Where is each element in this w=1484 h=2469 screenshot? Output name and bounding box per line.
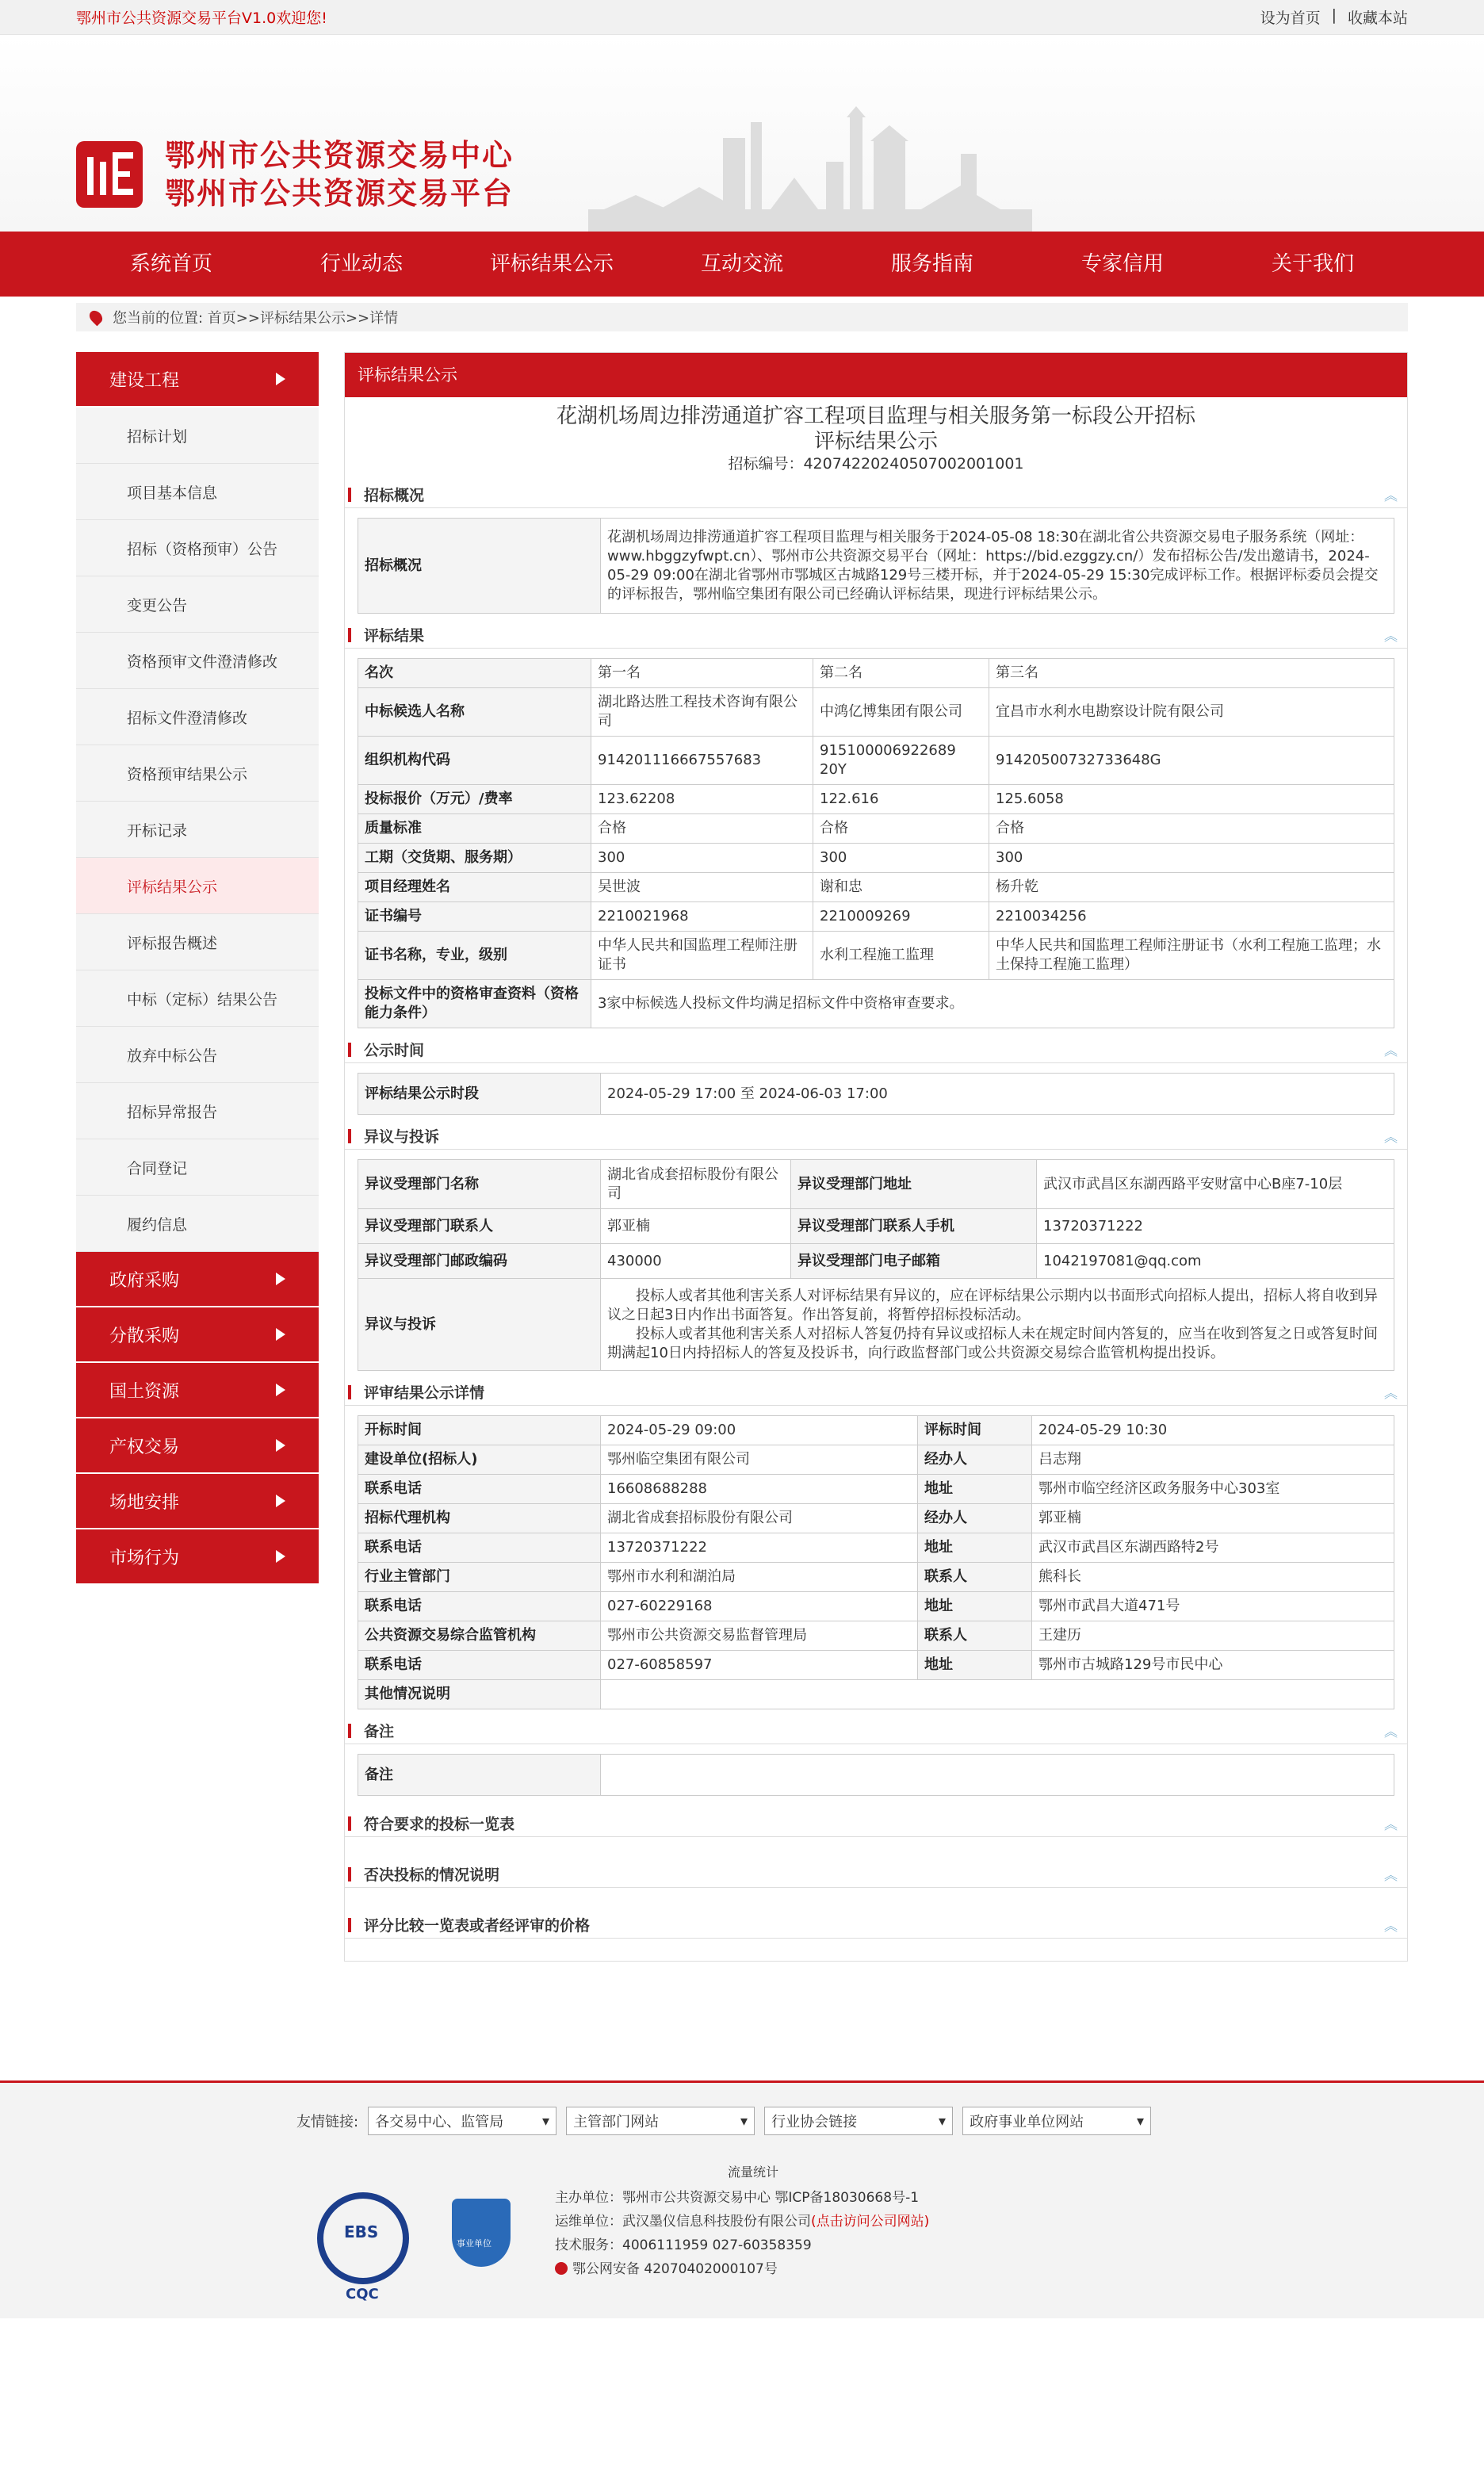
collapse-icon[interactable]: ︽: [1384, 1724, 1398, 1740]
sidebar-category[interactable]: 政府采购: [76, 1252, 319, 1307]
nav-expert-credit[interactable]: 专家信用: [1080, 252, 1164, 276]
result-cell: 合格: [813, 814, 989, 844]
detail-label: 地址: [918, 1475, 1032, 1504]
period-table: 评标结果公示时段 2024-05-29 17:00 至 2024-06-03 17:00: [358, 1073, 1394, 1115]
result-cell: 湖北路达胜工程技术咨询有限公司: [591, 688, 813, 737]
detail-value: 027-60858597: [601, 1651, 918, 1680]
sidebar-category[interactable]: 国土资源: [76, 1363, 319, 1418]
site-title-2: 鄂州市公共资源交易平台: [165, 176, 514, 211]
bookmark-link[interactable]: 收藏本站: [1347, 10, 1408, 27]
detail-value: 2024-05-29 09:00: [601, 1416, 918, 1445]
collapse-icon[interactable]: ︽: [1384, 1817, 1398, 1833]
arrow-right-icon: [276, 1439, 285, 1452]
result-label: 组织机构代码: [358, 737, 591, 785]
sidebar-item[interactable]: 放弃中标公告: [76, 1027, 319, 1083]
traffic-stats-link[interactable]: 流量统计: [728, 2165, 779, 2180]
detail-row: [358, 1475, 1394, 1504]
sidebar-category[interactable]: 产权交易: [76, 1418, 319, 1474]
detail-value: 鄂州市武昌大道471号: [1032, 1592, 1394, 1621]
result-cell: 300: [989, 844, 1394, 873]
result-cell: 125.6058: [989, 785, 1394, 814]
content-header: 评标结果公示: [345, 353, 1407, 397]
detail-label: 行业主管部门: [358, 1563, 601, 1592]
qual-text: 3家中标候选人投标文件均满足招标文件中资格审查要求。: [591, 980, 1394, 1028]
detail-label: 公共资源交易综合监管机构: [358, 1621, 601, 1651]
chevron-down-icon: ▾: [542, 2112, 550, 2130]
section-detail[interactable]: 评审结果公示详情 ︽: [345, 1379, 1407, 1406]
objection-table: 异议受理部门名称 湖北省成套招标股份有限公司 异议受理部门地址 武汉市武昌区东湖西路平安财富中心B座7-10层 异议受理部门联系人 郭亚楠 异议受理部门联系人手机 13720371222 异议受理部门邮政编码 430000 异议受理部门电子邮箱 1042197081@qq.com 异议与投诉 投标人或者其他利害关系人对评标结果有异议的，应在评标结果公示期内以书面形式向招标人提出，招标人将自收到异议之日起3日内作出书面答复。作出答复前，将暂停招标投标活动。 投标人或者其他利害关系人对招标人答复仍持有异议或招标人未在规定时间内答复的，应当在收到答复之日或答复时间期满起10日内持招标人的答复及投诉书，向行政监督部门或公共资源交易综合监管机构提出投诉。: [358, 1159, 1394, 1371]
sidebar-category[interactable]: 分散采购: [76, 1307, 319, 1363]
section-remark[interactable]: 备注 ︽: [345, 1717, 1407, 1744]
section-period[interactable]: 公示时间 ︽: [345, 1036, 1407, 1063]
detail-label: 联系电话: [358, 1592, 601, 1621]
breadcrumb-text[interactable]: 您当前的位置: 首页>>评标结果公示>>详情: [113, 310, 399, 327]
detail-label: 经办人: [918, 1504, 1032, 1533]
cqc-ebs-badge-icon[interactable]: EBS CQC: [317, 2192, 409, 2284]
result-cell: 吴世波: [591, 873, 813, 902]
qual-label: 投标文件中的资格审查资料（资格能力条件）: [358, 980, 591, 1028]
section-objection[interactable]: 异议与投诉 ︽: [345, 1123, 1407, 1150]
detail-label: 经办人: [918, 1445, 1032, 1475]
sidebar: [76, 352, 319, 1962]
result-row: [358, 688, 1394, 737]
logo-mark-icon: [76, 141, 143, 208]
detail-row: [358, 1621, 1394, 1651]
select-industry-links[interactable]: 行业协会链接 ▾: [764, 2107, 953, 2135]
section-overview[interactable]: 招标概况 ︽: [345, 481, 1407, 508]
remark-table: 备注: [358, 1754, 1394, 1796]
sidebar-item[interactable]: 履约信息: [76, 1196, 319, 1252]
detail-label: 联系电话: [358, 1651, 601, 1680]
sidebar-item[interactable]: 招标异常报告: [76, 1083, 319, 1139]
result-cell: 宜昌市水利水电勘察设计院有限公司: [989, 688, 1394, 737]
overview-table: 招标概况 花湖机场周边排涝通道扩容工程项目监理与相关服务于2024-05-08 18:30在湖北省公共资源交易电子服务系统（网址：www.hbggzyfwpt.cn）、鄂州市公共资源交易平台（网址：https://bid.ezggzy.cn/）发布招标公告/发出邀请书，2024-05-29 09:00在湖北省鄂州市鄂城区古城路129号三楼开标，并于2024-05-29 15:30完成评标工作。根据评标委员会提交的评标报告，鄂州临空集团有限公司已经确认评标结果，现进行评标结果公示。: [358, 518, 1394, 614]
police-record[interactable]: 鄂公网安备 42070402000107号: [572, 2261, 778, 2277]
arrow-right-icon: [276, 1273, 285, 1285]
result-label: 证书编号: [358, 902, 591, 932]
section-result[interactable]: 评标结果 ︽: [345, 622, 1407, 649]
site-logo[interactable]: [76, 136, 514, 212]
result-cell: 谢和忠: [813, 873, 989, 902]
result-label: 工期（交货期、服务期）: [358, 844, 591, 873]
result-row: [358, 873, 1394, 902]
separator: |: [1331, 6, 1337, 24]
welcome-text: 鄂州市公共资源交易平台V1.0欢迎您!: [76, 10, 327, 27]
result-cell: 第三名: [989, 659, 1394, 688]
city-skyline-icon: [588, 106, 1032, 232]
section-bid-list[interactable]: 符合要求的投标一览表 ︽: [345, 1810, 1407, 1837]
main-nav: [0, 232, 1484, 297]
result-label: 投标报价（万元）/费率: [358, 785, 591, 814]
result-cell: 第一名: [591, 659, 813, 688]
result-cell: 杨升乾: [989, 873, 1394, 902]
other-value: [601, 1680, 1394, 1709]
footer: [0, 2080, 1484, 2318]
nav-bid-results[interactable]: 评标结果公示: [489, 252, 614, 276]
collapse-icon[interactable]: ︽: [1384, 629, 1398, 645]
detail-value: 16608688288: [601, 1475, 918, 1504]
result-cell: 中华人民共和国监理工程师注册证书: [591, 932, 813, 980]
overview-text: 花湖机场周边排涝通道扩容工程项目监理与相关服务于2024-05-08 18:30在湖北省公共资源交易电子服务系统（网址：www.hbggzyfwpt.cn）、鄂州市公共资源交易平台（网址：https://bid.ezggzy.cn/）发布招标公告/发出邀请书，2024-05-29 09:00在湖北省鄂州市鄂城区古城路129号三楼开标，并于2024-05-29 15:30完成评标工作。根据评标委员会提交的评标报告，鄂州临空集团有限公司已经确认评标结果，现进行评标结果公示。: [601, 519, 1394, 614]
result-cell: 第二名: [813, 659, 989, 688]
collapse-icon[interactable]: ︽: [1384, 1868, 1398, 1884]
arrow-right-icon: [276, 1550, 285, 1563]
notice-subtitle: 评标结果公示: [813, 430, 938, 454]
result-cell: 91420111666755768​3: [591, 737, 813, 785]
public-institution-badge-icon[interactable]: 事业单位: [452, 2199, 511, 2267]
result-cell: 2210034256: [989, 902, 1394, 932]
chevron-down-icon: ▾: [1137, 2112, 1145, 2130]
detail-label: 联系人: [918, 1563, 1032, 1592]
collapse-icon[interactable]: ︽: [1384, 1043, 1398, 1059]
result-row: [358, 814, 1394, 844]
result-label: 质量标准: [358, 814, 591, 844]
result-row: [358, 785, 1394, 814]
collapse-icon[interactable]: ︽: [1384, 1386, 1398, 1402]
detail-label: 评标时间: [918, 1416, 1032, 1445]
result-label: 项目经理姓名: [358, 873, 591, 902]
detail-value: 王建历: [1032, 1621, 1394, 1651]
sidebar-item[interactable]: 招标计划: [76, 408, 319, 464]
detail-value: 13720371222: [601, 1533, 918, 1563]
detail-label: 联系人: [918, 1621, 1032, 1651]
police-badge-icon: [555, 2262, 568, 2275]
result-cell: 2210009269: [813, 902, 989, 932]
result-cell: 123.62208: [591, 785, 813, 814]
result-cell: 合格: [591, 814, 813, 844]
sidebar-item[interactable]: 招标（资格预审）公告: [76, 520, 319, 576]
sidebar-item[interactable]: 开标记录: [76, 802, 319, 858]
detail-label: 联系电话: [358, 1533, 601, 1563]
chevron-down-icon: ▾: [740, 2112, 748, 2130]
sidebar-item[interactable]: 项目基本信息: [76, 464, 319, 520]
select-authority-sites[interactable]: 主管部门网站 ▾: [566, 2107, 755, 2135]
sidebar-item[interactable]: 资格预审文件澄清修改: [76, 633, 319, 689]
result-label: 证书名称，专业，级别: [358, 932, 591, 980]
sidebar-category[interactable]: 市场行为: [76, 1529, 319, 1585]
detail-row: [358, 1504, 1394, 1533]
section-rejected-bids[interactable]: 否决投标的情况说明 ︽: [345, 1861, 1407, 1888]
nav-interaction[interactable]: 互动交流: [700, 252, 783, 276]
content-panel: [344, 352, 1408, 1962]
sidebar-item[interactable]: 变更公告: [76, 576, 319, 633]
detail-value: 2024-05-29 10:30: [1032, 1416, 1394, 1445]
other-label: 其他情况说明: [358, 1680, 601, 1709]
sidebar-item[interactable]: 评标报告概述: [76, 914, 319, 970]
collapse-icon[interactable]: ︽: [1384, 1919, 1398, 1935]
collapse-icon[interactable]: ︽: [1384, 488, 1398, 504]
result-row: [358, 932, 1394, 980]
sidebar-item[interactable]: 合同登记: [76, 1139, 319, 1196]
arrow-right-icon: [276, 1328, 285, 1341]
result-cell: 300: [591, 844, 813, 873]
detail-value: 熊科长: [1032, 1563, 1394, 1592]
detail-table: [358, 1415, 1394, 1709]
result-row: [358, 737, 1394, 785]
notice-title: 花湖机场周边排涝通道扩容工程项目监理与相关服务第一标段公开招标: [556, 404, 1195, 428]
detail-row: [358, 1416, 1394, 1445]
detail-value: 郭亚楠: [1032, 1504, 1394, 1533]
host-info: 主办单位：鄂州市公共资源交易中心 鄂ICP备18030668号-1: [555, 2190, 920, 2206]
detail-row: [358, 1533, 1394, 1563]
detail-row: [358, 1651, 1394, 1680]
detail-value: 鄂州临空集团有限公司: [601, 1445, 918, 1475]
result-cell: 水利工程施工监理: [813, 932, 989, 980]
detail-value: 027-60229168: [601, 1592, 918, 1621]
detail-label: 地址: [918, 1592, 1032, 1621]
detail-value: 湖北省成套招标股份有限公司: [601, 1504, 918, 1533]
result-cell: 915100006922689​20Y: [813, 737, 989, 785]
set-homepage-link[interactable]: 设为首页: [1260, 10, 1321, 27]
top-bar: [0, 0, 1484, 35]
result-row: [358, 659, 1394, 688]
result-cell: 合格: [989, 814, 1394, 844]
ops-info: 运维单位：武汉墨仪信息科技股份有限公司: [555, 2214, 811, 2230]
result-cell: 2210021968: [591, 902, 813, 932]
select-gov-units[interactable]: 政府事业单位网站 ▾: [962, 2107, 1151, 2135]
sidebar-item[interactable]: 招标文件澄清修改: [76, 689, 319, 745]
nav-service-guide[interactable]: 服务指南: [890, 252, 973, 276]
result-label: 中标候选人名称: [358, 688, 591, 737]
detail-value: 武汉市武昌区东湖西路特2号: [1032, 1533, 1394, 1563]
nav-home[interactable]: 系统首页: [129, 252, 212, 276]
site-title-1: 鄂州市公共资源交易中心: [165, 138, 514, 173]
sidebar-category[interactable]: 场地安排: [76, 1474, 319, 1529]
detail-row: [358, 1445, 1394, 1475]
select-trading-centers[interactable]: 各交易中心、监管局 ▾: [368, 2107, 556, 2135]
arrow-right-icon: [276, 1495, 285, 1507]
detail-label: 开标时间: [358, 1416, 601, 1445]
result-row: [358, 844, 1394, 873]
arrow-right-icon: [276, 373, 285, 385]
detail-value: 鄂州市公共资源交易监督管理局: [601, 1621, 918, 1651]
detail-label: 联系电话: [358, 1475, 601, 1504]
sidebar-item[interactable]: 中标（定标）结果公告: [76, 970, 319, 1027]
detail-value: 鄂州市水利和湖泊局: [601, 1563, 918, 1592]
sidebar-item-active[interactable]: 评标结果公示: [76, 858, 319, 914]
nav-about[interactable]: 关于我们: [1271, 252, 1354, 276]
company-site-link[interactable]: (点击访问公司网站): [811, 2214, 930, 2230]
result-cell: 中华人民共和国监理工程师注册证书（水利工程施工监理；水土保持工程施工监理）: [989, 932, 1394, 980]
tender-code: 招标编号：420742202405070020010​01: [728, 455, 1024, 473]
breadcrumb: [76, 303, 1408, 331]
sidebar-category-construction[interactable]: 建设工程: [76, 352, 319, 408]
detail-row: [358, 1592, 1394, 1621]
detail-value: 吕志翔: [1032, 1445, 1394, 1475]
friend-links-label: 友情链接:: [296, 2114, 359, 2130]
chevron-down-icon: ▾: [939, 2112, 947, 2130]
arrow-right-icon: [276, 1384, 285, 1396]
detail-label: 招标代理机构: [358, 1504, 601, 1533]
detail-value: 鄂州市临空经济区政务服务中心303室: [1032, 1475, 1394, 1504]
detail-label: 地址: [918, 1533, 1032, 1563]
result-cell: 122.616: [813, 785, 989, 814]
result-cell: 9142050073273364​8G: [989, 737, 1394, 785]
location-pin-icon: [87, 308, 105, 327]
section-score-comparison[interactable]: 评分比较一览表或者经评审的价格 ︽: [345, 1912, 1407, 1939]
result-row: [358, 902, 1394, 932]
result-cell: 300: [813, 844, 989, 873]
detail-label: 地址: [918, 1651, 1032, 1680]
detail-label: 建设单位(招标人): [358, 1445, 601, 1475]
detail-row: [358, 1563, 1394, 1592]
result-cell: 中鸿亿博集团有限公司: [813, 688, 989, 737]
collapse-icon[interactable]: ︽: [1384, 1130, 1398, 1146]
result-table: [358, 658, 1394, 1028]
tech-support-info: 技术服务：4006111959 027-60358359: [555, 2237, 812, 2253]
nav-industry-news[interactable]: 行业动态: [319, 252, 403, 276]
header: [0, 35, 1484, 232]
sidebar-item[interactable]: 资格预审结果公示: [76, 745, 319, 802]
detail-value: 鄂州市古城路129号市民中心: [1032, 1651, 1394, 1680]
result-label: 名次: [358, 659, 591, 688]
